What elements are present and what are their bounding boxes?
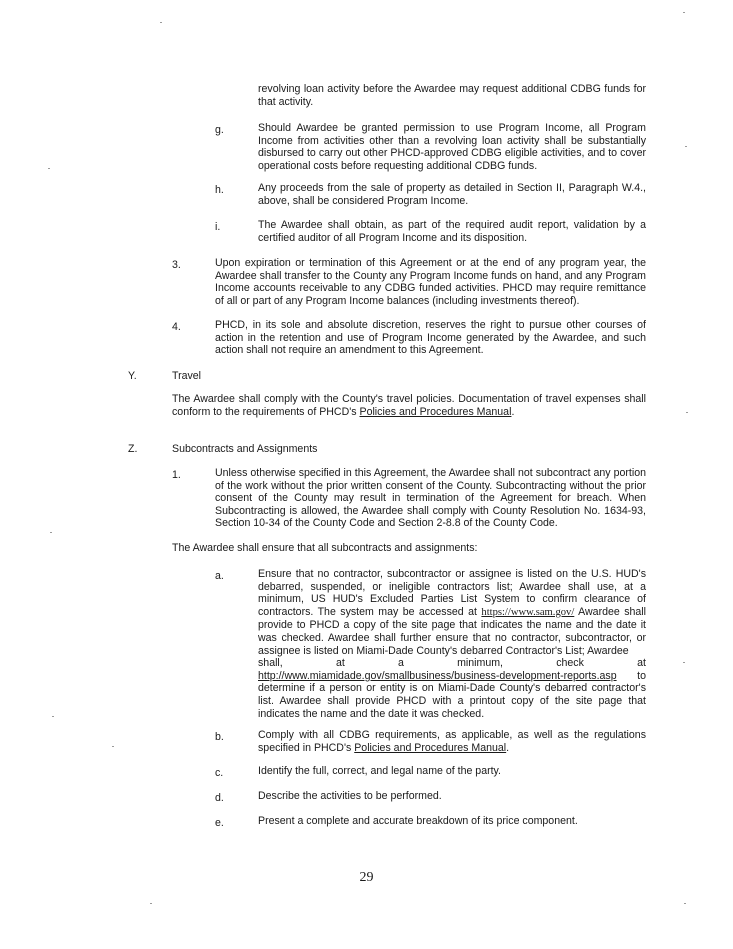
continuation-paragraph: revolving loan activity before the Awardee may request additional CDBG funds for that activity. bbox=[258, 83, 646, 108]
sam-gov-link[interactable]: https://www.sam.gov/ bbox=[481, 606, 575, 618]
policies-manual-link-2[interactable]: Policies and Procedures Manual bbox=[354, 741, 507, 754]
item-label-4: 4. bbox=[172, 321, 181, 333]
item-a-url-line: http://www.miamidade.gov/smallbusiness/business-development-reports.asp to bbox=[258, 669, 646, 682]
ensure-intro: The Awardee shall ensure that all subcontracts and assignments: bbox=[172, 542, 478, 554]
item-d-text: Describe the activities to be performed. bbox=[258, 790, 442, 802]
item-c-text: Identify the full, correct, and legal name of the party. bbox=[258, 765, 502, 777]
item-label-g: g. bbox=[215, 124, 224, 136]
section-y-title: Travel bbox=[172, 370, 202, 382]
scan-speck bbox=[48, 168, 50, 169]
item-label-b: b. bbox=[215, 731, 224, 743]
section-y-label: Y. bbox=[128, 370, 137, 382]
item-label-c: c. bbox=[215, 767, 224, 779]
scan-speck bbox=[50, 532, 52, 533]
scan-speck bbox=[150, 903, 152, 904]
item-i-text: The Awardee shall obtain, as part of the required audit report, validation by a certified auditor of all Program Income and its disposition. bbox=[258, 219, 646, 244]
scan-speck bbox=[52, 716, 54, 717]
item-4-text: PHCD, in its sole and absolute discretion, reserves the right to pursue other courses of action in the retention and use of Program Income generated by the Awardee, and such action shall not require an amendment to this Agreement. bbox=[215, 319, 646, 357]
item-z1-text: Unless otherwise specified in this Agreement, the Awardee shall not subcontract any portion of the work without the prior written consent of the County. Subcontracting without the prior consent of the County may result in termination of the Agreement for breach. When Subcontracting is allowed, the Awardee shall comply with County Resolution No. 1634-93, Section 10-34 of the County Code and Section 2-8.8 of the County Code. bbox=[215, 467, 646, 530]
scan-speck bbox=[683, 662, 685, 663]
miamidade-reports-link[interactable]: http://www.miamidade.gov/smallbusiness/business-development-reports.asp bbox=[258, 669, 617, 682]
item-label-z1: 1. bbox=[172, 469, 181, 481]
item-label-h: h. bbox=[215, 184, 224, 196]
item-h-text: Any proceeds from the sale of property as detailed in Section II, Paragraph W.4., above, shall be considered Program Income. bbox=[258, 182, 646, 207]
section-z-title: Subcontracts and Assignments bbox=[172, 443, 318, 455]
policies-manual-link[interactable]: Policies and Procedures Manual bbox=[359, 405, 512, 418]
scan-speck bbox=[685, 146, 687, 147]
scan-speck bbox=[684, 903, 686, 904]
section-y-text: The Awardee shall comply with the County's travel policies. Documentation of travel expenses shall conform to the requirements of PHCD's Policies and Procedures Manual. bbox=[172, 393, 646, 418]
item-a-spread-line: shall, at a minimum, check at bbox=[258, 657, 646, 670]
scan-speck bbox=[686, 412, 688, 413]
scan-speck bbox=[160, 22, 162, 23]
item-label-3: 3. bbox=[172, 259, 181, 271]
item-label-a: a. bbox=[215, 570, 224, 582]
item-label-i: i. bbox=[215, 221, 221, 233]
scan-speck bbox=[683, 12, 685, 13]
section-z-label: Z. bbox=[128, 443, 138, 455]
item-a-text: Ensure that no contractor, subcontractor or assignee is listed on the U.S. HUD's debarred, suspended, or ineligible contractors list; Awardee shall use, at a minimum, US HUD's Excluded Parties List System to confirm clearance of contractors. The system may be accessed at https://www.sam.gov/ Awardee shall provide to PHCD a copy of the site page that indicates the name and the date it was checked. Awardee shall further ensure that no contractor, subcontractor, or assignee is listed on Miami-Dade County's debarred Contractor's List; Awardee shall, at a minimum, check at http://www.miamidade.gov/smallbusiness/business-development-reports.asp to determine if a person or entity is on Miami-Dade County's debarred contractor's list. Awardee shall provide PHCD with a printout copy of the site page that indicates the name and the date it was checked. bbox=[258, 568, 646, 720]
item-b-text: Comply with all CDBG requirements, as applicable, as well as the regulations specified in PHCD's Policies and Procedures Manual. bbox=[258, 729, 646, 754]
item-label-e: e. bbox=[215, 817, 224, 829]
item-g-text: Should Awardee be granted permission to use Program Income, all Program Income from activities other than a revolving loan activity shall be substantially disbursed to carry out other PHCD-approved CDBG eligible activities, and to cover operational costs before requesting additional CDBG funds. bbox=[258, 122, 646, 172]
page-number: 29 bbox=[359, 870, 374, 885]
item-3-text: Upon expiration or termination of this Agreement or at the end of any program year, the Awardee shall transfer to the County any Program Income funds on hand, and any Program Income accounts receivable to any CDBG funded activities. PHCD may require remittance of all or part of any Program Income balances (including investments thereof). bbox=[215, 257, 646, 307]
scan-speck bbox=[112, 746, 114, 747]
item-e-text: Present a complete and accurate breakdown of its price component. bbox=[258, 815, 578, 827]
item-label-d: d. bbox=[215, 792, 224, 804]
